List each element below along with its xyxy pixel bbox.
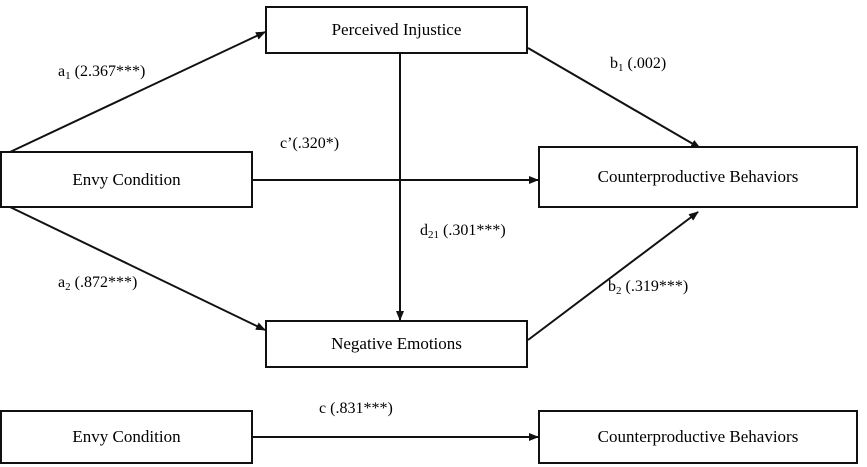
- node-label: Envy Condition: [72, 427, 181, 446]
- node-label: Envy Condition: [72, 169, 181, 189]
- coefficient-subscript: 2: [65, 281, 71, 293]
- node-envy-condition-top: [0, 151, 253, 208]
- coefficient-value: (2.367***): [74, 63, 146, 80]
- arrow-a2: [10, 207, 265, 330]
- node-perceived-injustice: [265, 6, 528, 54]
- node-negative-emotions: [265, 320, 528, 368]
- node-counterproductive-behaviors-bottom: [538, 410, 858, 464]
- arrow-a1: [10, 32, 265, 152]
- node-counterproductive-behaviors-top: [538, 146, 858, 208]
- path-label-b1: [610, 55, 666, 73]
- node-label: Perceived Injustice: [331, 20, 462, 39]
- coefficient-letter: c: [319, 400, 327, 417]
- coefficient-subscript: 1: [618, 62, 624, 74]
- node-label: Negative Emotions: [331, 334, 462, 353]
- coefficient-value: (.319***): [625, 278, 689, 295]
- coefficient-value: (.831***): [330, 400, 393, 417]
- coefficient-subscript: 2: [616, 285, 622, 297]
- coefficient-value: (.872***): [74, 274, 138, 291]
- path-label-b2: [608, 278, 688, 296]
- coefficient-value: (.002): [627, 55, 667, 72]
- coefficient-subscript: 21: [428, 229, 439, 241]
- coefficient-letter: b: [610, 55, 618, 72]
- coefficient-letter: c’: [280, 135, 293, 152]
- coefficient-letter: d: [420, 222, 428, 239]
- coefficient-subscript: 1: [65, 70, 71, 82]
- coefficient-value: (.301***): [443, 222, 506, 239]
- path-label-c: [315, 400, 397, 418]
- arrow-b2: [528, 212, 698, 340]
- coefficient-letter: a: [58, 63, 66, 80]
- path-label-a2: [58, 274, 137, 292]
- node-label: Counterproductive Behaviors: [597, 167, 799, 186]
- path-label-a1: [58, 63, 145, 81]
- coefficient-letter: b: [608, 278, 616, 295]
- coefficient-value: (.320*): [292, 135, 340, 152]
- path-label-c-prime: [276, 135, 343, 153]
- coefficient-letter: a: [58, 274, 66, 291]
- node-label: Counterproductive Behaviors: [597, 427, 799, 446]
- node-envy-condition-bottom: [0, 410, 253, 464]
- path-label-d21: [416, 222, 510, 240]
